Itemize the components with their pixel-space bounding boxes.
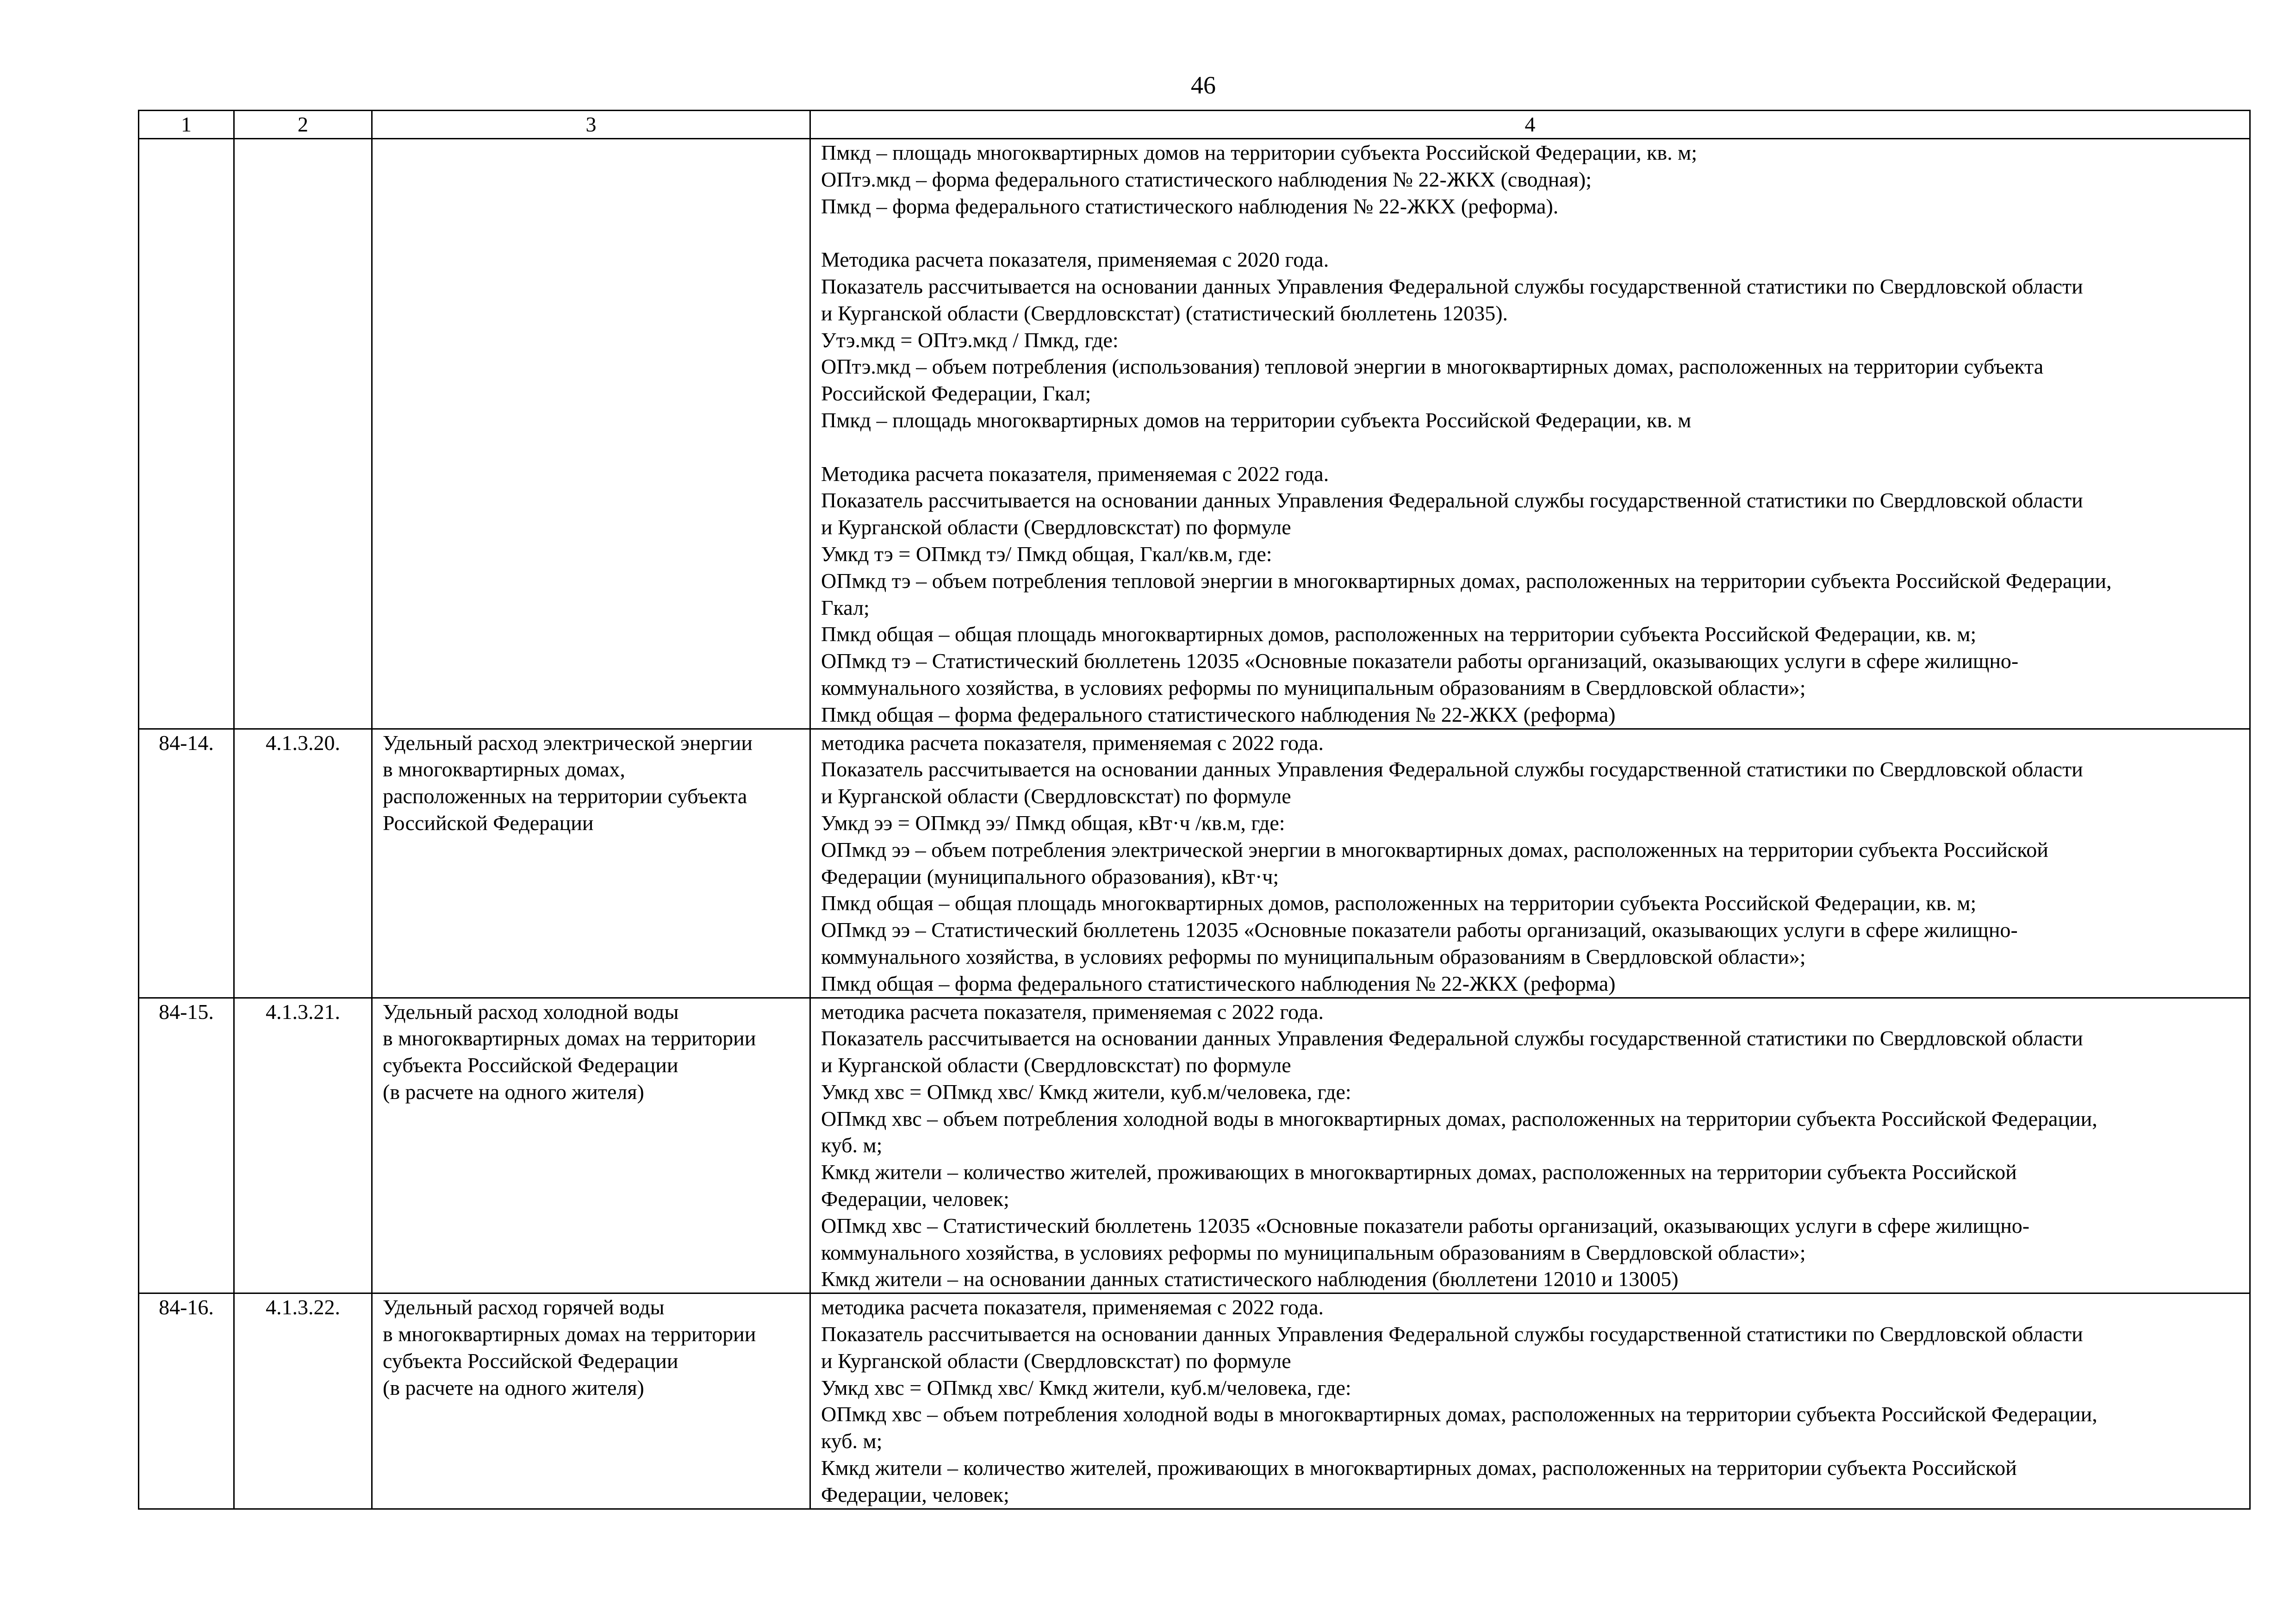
- row-code: 4.1.3.21.: [234, 998, 372, 1293]
- blank-line: [821, 434, 2239, 461]
- description-line: Кмкд жители – количество жителей, проживающих в многоквартирных домах, расположенных на территории субъекта Российской: [821, 1160, 2017, 1184]
- description-line: и Курганской области (Свердловскстат) по формуле: [821, 784, 1291, 808]
- indicator-name-line: расположенных на территории субъекта: [383, 784, 747, 808]
- row-number: 84-16.: [139, 1293, 234, 1509]
- description-line: Показатель рассчитывается на основании данных Управления Федеральной службы государственной статистики по Свердловской области: [821, 274, 2083, 298]
- description-line: коммунального хозяйства, в условиях реформы по муниципальным образованиям в Свердловской области»;: [821, 944, 1806, 968]
- description-line: Умкд тэ = ОПмкд тэ/ Пмкд общая, Гкал/кв.м, где:: [821, 542, 1272, 566]
- table-row-84-14: [139, 729, 2250, 998]
- indicator-name-line: Удельный расход горячей воды: [383, 1295, 665, 1319]
- description-line: Утэ.мкд = ОПтэ.мкд / Пмкд, где:: [821, 328, 1119, 352]
- column-header-3: 3: [372, 111, 810, 139]
- description-line: Федерации (муниципального образования), кВт·ч;: [821, 864, 1279, 888]
- description-line: ОПмкд хвс – Статистический бюллетень 12035 «Основные показатели работы организаций, оказывающих услуги в сфере жилищно-: [821, 1213, 2030, 1237]
- indicator-description-cell: [810, 729, 2250, 998]
- continuation-name-cell: [372, 139, 810, 729]
- page-number: 46: [1191, 71, 1216, 99]
- description-line: Методика расчета показателя, применяемая с 2020 года.: [821, 248, 1329, 272]
- blank-line: [821, 219, 2239, 246]
- table-header-row: [139, 111, 2250, 139]
- indicator-name-line: Российской Федерации: [383, 811, 594, 835]
- indicator-name-line: в многоквартирных домах,: [383, 757, 625, 781]
- table-row-continuation: [139, 139, 2250, 729]
- continuation-description-cell: [810, 139, 2250, 729]
- description-line: Федерации, человек;: [821, 1482, 1009, 1506]
- row-number: 84-15.: [139, 998, 234, 1293]
- description-line: и Курганской области (Свердловскстат) по формуле: [821, 515, 1291, 539]
- description-line: Методика расчета показателя, применяемая с 2022 года.: [821, 462, 1329, 486]
- indicator-name-cell: [372, 729, 810, 998]
- row-code: 4.1.3.20.: [234, 729, 372, 998]
- description-line: методика расчета показателя, применяемая с 2022 года.: [821, 1295, 1324, 1319]
- description-line: Показатель рассчитывается на основании данных Управления Федеральной службы государственной статистики по Свердловской области: [821, 488, 2083, 512]
- description-line: Кмкд жители – на основании данных статистического наблюдения (бюллетени 12010 и 13005): [821, 1267, 1679, 1291]
- description-line: Пмкд общая – общая площадь многоквартирных домов, расположенных на территории субъекта Российской Федерации, кв. м;: [821, 891, 1977, 915]
- description-line: Гкал;: [821, 595, 870, 619]
- description-line: Кмкд жители – количество жителей, проживающих в многоквартирных домах, расположенных на территории субъекта Российской: [821, 1456, 2017, 1480]
- description-line: ОПмкд тэ – Статистический бюллетень 12035 «Основные показатели работы организаций, оказывающих услуги в сфере жилищно-: [821, 649, 2019, 673]
- description-line: ОПтэ.мкд – объем потребления (использования) тепловой энергии в многоквартирных домах, расположенных на территории субъекта: [821, 355, 2044, 379]
- description-line: ОПмкд ээ – объем потребления электрической энергии в многоквартирных домах, расположенных на территории субъекта Российской: [821, 837, 2048, 862]
- indicator-description-cell: [810, 1293, 2250, 1509]
- row-code: 4.1.3.22.: [234, 1293, 372, 1509]
- description-line: Умкд ээ = ОПмкд ээ/ Пмкд общая, кВт·ч /кв.м, где:: [821, 811, 1285, 835]
- indicator-name-line: (в расчете на одного жителя): [383, 1080, 644, 1104]
- description-line: Пмкд общая – форма федерального статистического наблюдения № 22-ЖКХ (реформа): [821, 702, 1616, 726]
- description-line: методика расчета показателя, применяемая с 2022 года.: [821, 999, 1324, 1024]
- description-line: ОПтэ.мкд – форма федерального статистического наблюдения № 22-ЖКХ (сводная);: [821, 167, 1592, 191]
- indicator-description-cell: [810, 998, 2250, 1293]
- description-line: Показатель рассчитывается на основании данных Управления Федеральной службы государственной статистики по Свердловской области: [821, 1026, 2083, 1050]
- indicators-table: [138, 110, 2251, 1510]
- description-line: ОПмкд хвс – объем потребления холодной воды в многоквартирных домах, расположенных на территории субъекта Российской Федерации,: [821, 1106, 2097, 1131]
- description-line: Пмкд общая – форма федерального статистического наблюдения № 22-ЖКХ (реформа): [821, 971, 1616, 995]
- continuation-code-cell: [234, 139, 372, 729]
- indicator-name-line: (в расчете на одного жителя): [383, 1375, 644, 1399]
- description-line: коммунального хозяйства, в условиях реформы по муниципальным образованиям в Свердловской области»;: [821, 1240, 1806, 1264]
- description-line: Пмкд – форма федерального статистического наблюдения № 22-ЖКХ (реформа).: [821, 194, 1559, 218]
- description-line: и Курганской области (Свердловскстат) (статистический бюллетень 12035).: [821, 301, 1508, 325]
- description-line: коммунального хозяйства, в условиях реформы по муниципальным образованиям в Свердловской области»;: [821, 675, 1806, 700]
- continuation-num-cell: [139, 139, 234, 729]
- description-line: и Курганской области (Свердловскстат) по формуле: [821, 1349, 1291, 1373]
- description-line: Российской Федерации, Гкал;: [821, 381, 1091, 406]
- column-header-4: 4: [810, 111, 2250, 139]
- indicator-name-cell: [372, 998, 810, 1293]
- description-line: куб. м;: [821, 1429, 883, 1453]
- indicator-name-cell: [372, 1293, 810, 1509]
- description-line: Пмкд – площадь многоквартирных домов на территории субъекта Российской Федерации, кв. м;: [821, 141, 1697, 164]
- indicator-name-line: субъекта Российской Федерации: [383, 1053, 678, 1077]
- description-line: Умкд хвс = ОПмкд хвс/ Кмкд жители, куб.м/человека, где:: [821, 1375, 1351, 1399]
- description-line: Пмкд общая – общая площадь многоквартирных домов, расположенных на территории субъекта Российской Федерации, кв. м;: [821, 622, 1977, 646]
- indicator-name-line: субъекта Российской Федерации: [383, 1349, 678, 1373]
- indicator-name-line: Удельный расход электрической энергии: [383, 731, 753, 755]
- row-number: 84-14.: [139, 729, 234, 998]
- description-line: Показатель рассчитывается на основании данных Управления Федеральной службы государственной статистики по Свердловской области: [821, 1322, 2083, 1346]
- description-line: Пмкд – площадь многоквартирных домов на территории субъекта Российской Федерации, кв. м: [821, 408, 1692, 432]
- description-line: Показатель рассчитывается на основании данных Управления Федеральной службы государственной статистики по Свердловской области: [821, 757, 2083, 781]
- column-header-1: 1: [139, 111, 234, 139]
- description-line: ОПмкд тэ – объем потребления тепловой энергии в многоквартирных домах, расположенных на территории субъекта Российской Федерации,: [821, 568, 2112, 593]
- description-line: Умкд хвс = ОПмкд хвс/ Кмкд жители, куб.м/человека, где:: [821, 1080, 1351, 1104]
- indicator-name-line: в многоквартирных домах на территории: [383, 1322, 756, 1346]
- indicator-name-line: Удельный расход холодной воды: [383, 999, 679, 1024]
- description-line: методика расчета показателя, применяемая с 2022 года.: [821, 731, 1324, 755]
- table-row-84-16: [139, 1293, 2250, 1509]
- column-header-2: 2: [234, 111, 372, 139]
- description-line: и Курганской области (Свердловскстат) по формуле: [821, 1053, 1291, 1077]
- indicator-name-line: в многоквартирных домах на территории: [383, 1026, 756, 1050]
- description-line: ОПмкд хвс – объем потребления холодной воды в многоквартирных домах, расположенных на территории субъекта Российской Федерации,: [821, 1402, 2097, 1426]
- description-line: Федерации, человек;: [821, 1187, 1009, 1211]
- description-line: куб. м;: [821, 1133, 883, 1157]
- description-line: ОПмкд ээ – Статистический бюллетень 12035 «Основные показатели работы организаций, оказывающих услуги в сфере жилищно-: [821, 918, 2018, 942]
- table-row-84-15: [139, 998, 2250, 1293]
